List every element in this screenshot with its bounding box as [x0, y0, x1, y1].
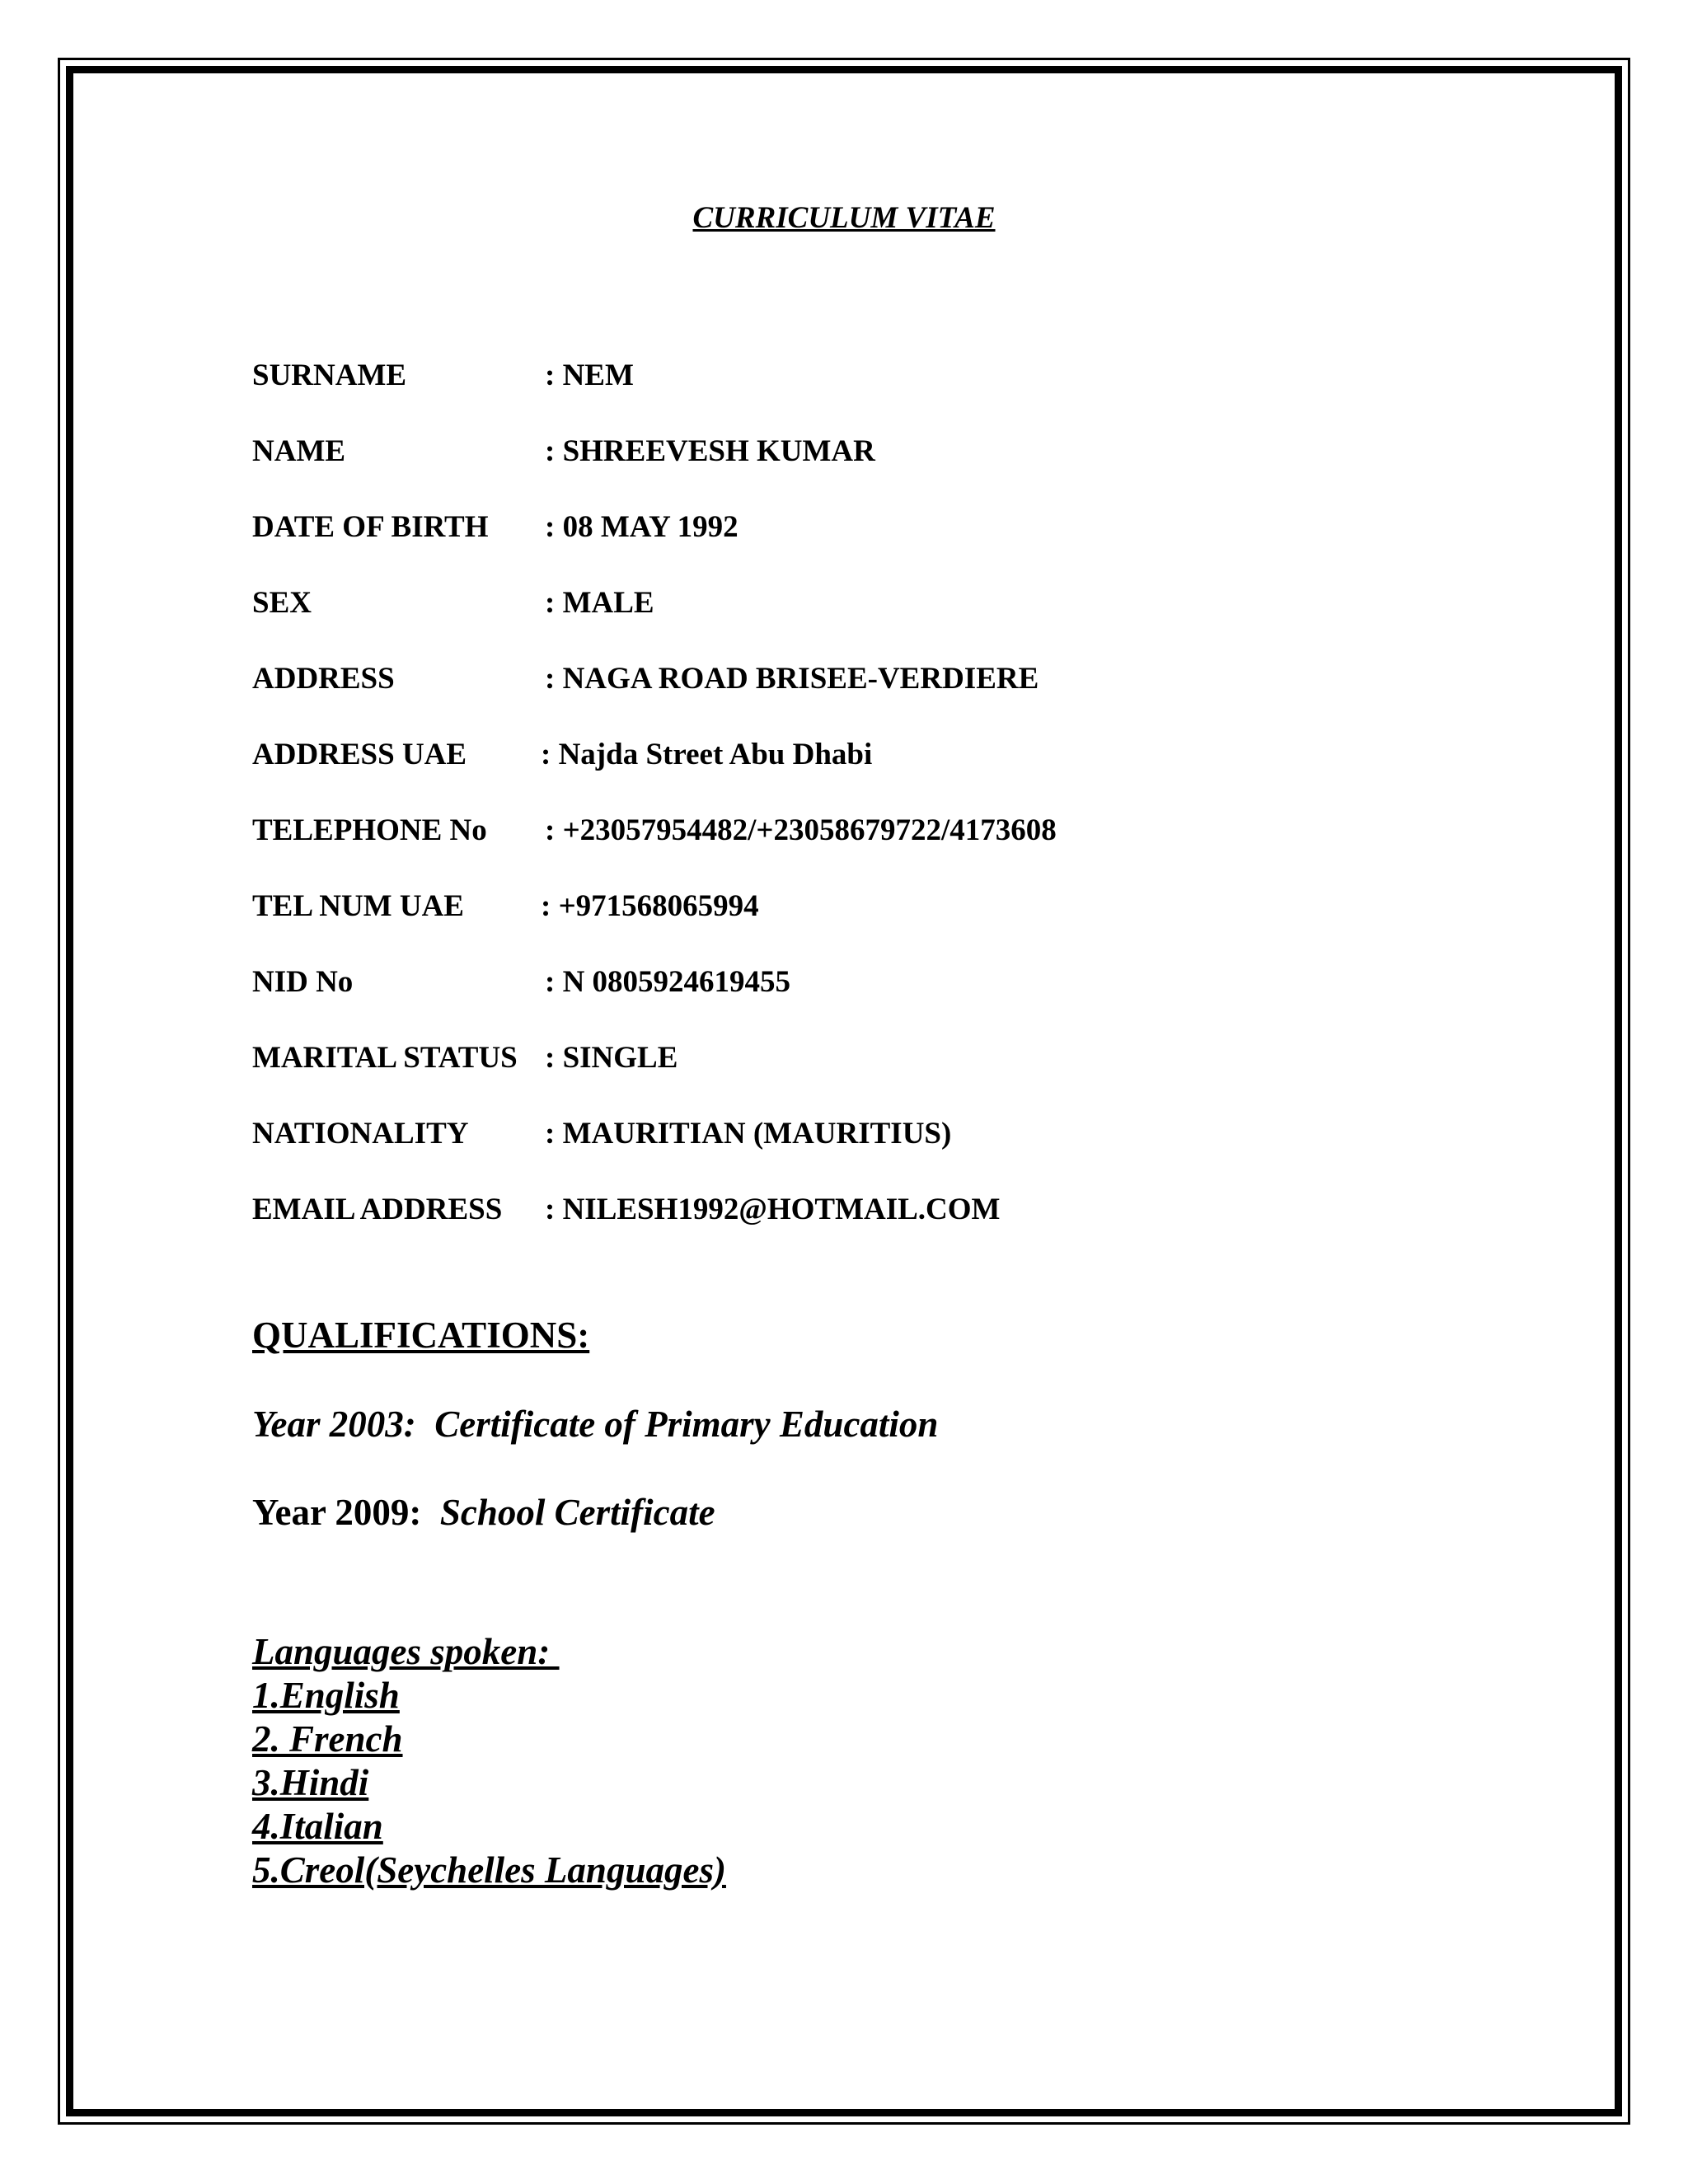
field-label: NID No — [252, 965, 354, 999]
qualification-year: Year 2009: — [252, 1492, 422, 1533]
field-label: SEX — [252, 586, 312, 620]
field-label: ADDRESS UAE — [252, 738, 467, 771]
field-label: ADDRESS — [252, 662, 395, 696]
qualification-item — [252, 1494, 715, 1531]
field-label: NAME — [252, 434, 346, 468]
qualification-item — [252, 1406, 938, 1443]
qualification-name: Certificate of Primary Education — [434, 1404, 939, 1445]
field-label: SURNAME — [252, 359, 407, 392]
field-value: : MAURITIAN (MAURITIUS) — [545, 1117, 952, 1151]
field-value: : NAGA ROAD BRISEE-VERDIERE — [545, 662, 1039, 696]
field-value: : SHREEVESH KUMAR — [545, 434, 875, 468]
field-value: : +23057954482/+23058679722/4173608 — [545, 813, 1057, 847]
field-value: : 08 MAY 1992 — [545, 510, 738, 544]
language-item: 2. French — [252, 1718, 403, 1760]
field-value: : Najda Street Abu Dhabi — [541, 738, 873, 771]
field-label: DATE OF BIRTH — [252, 510, 489, 544]
field-label: EMAIL ADDRESS — [252, 1193, 503, 1226]
language-item: 3.Hindi — [252, 1762, 369, 1803]
field-value: : SINGLE — [545, 1041, 678, 1075]
language-item: 5.Creol(Seychelles Languages) — [252, 1849, 726, 1891]
qualification-name: School Certificate — [439, 1492, 715, 1533]
document-title: CURRICULUM VITAE — [692, 201, 996, 235]
qualification-year: Year 2003: — [252, 1404, 416, 1445]
field-label: MARITAL STATUS — [252, 1041, 518, 1075]
field-value: : N 0805924619455 — [545, 965, 791, 999]
languages-heading: Languages spoken: — [252, 1631, 560, 1672]
field-value: : NILESH1992@HOTMAIL.COM — [545, 1193, 1001, 1226]
field-value: : MALE — [545, 586, 654, 620]
field-label: NATIONALITY — [252, 1117, 469, 1151]
qualifications-heading: QUALIFICATIONS: — [252, 1315, 590, 1356]
field-value: : +971568065994 — [541, 889, 759, 923]
field-value: : NEM — [545, 359, 634, 392]
field-label: TEL NUM UAE — [252, 889, 464, 923]
language-item: 1.English — [252, 1675, 400, 1716]
language-item: 4.Italian — [252, 1806, 383, 1847]
field-label: TELEPHONE No — [252, 813, 487, 847]
